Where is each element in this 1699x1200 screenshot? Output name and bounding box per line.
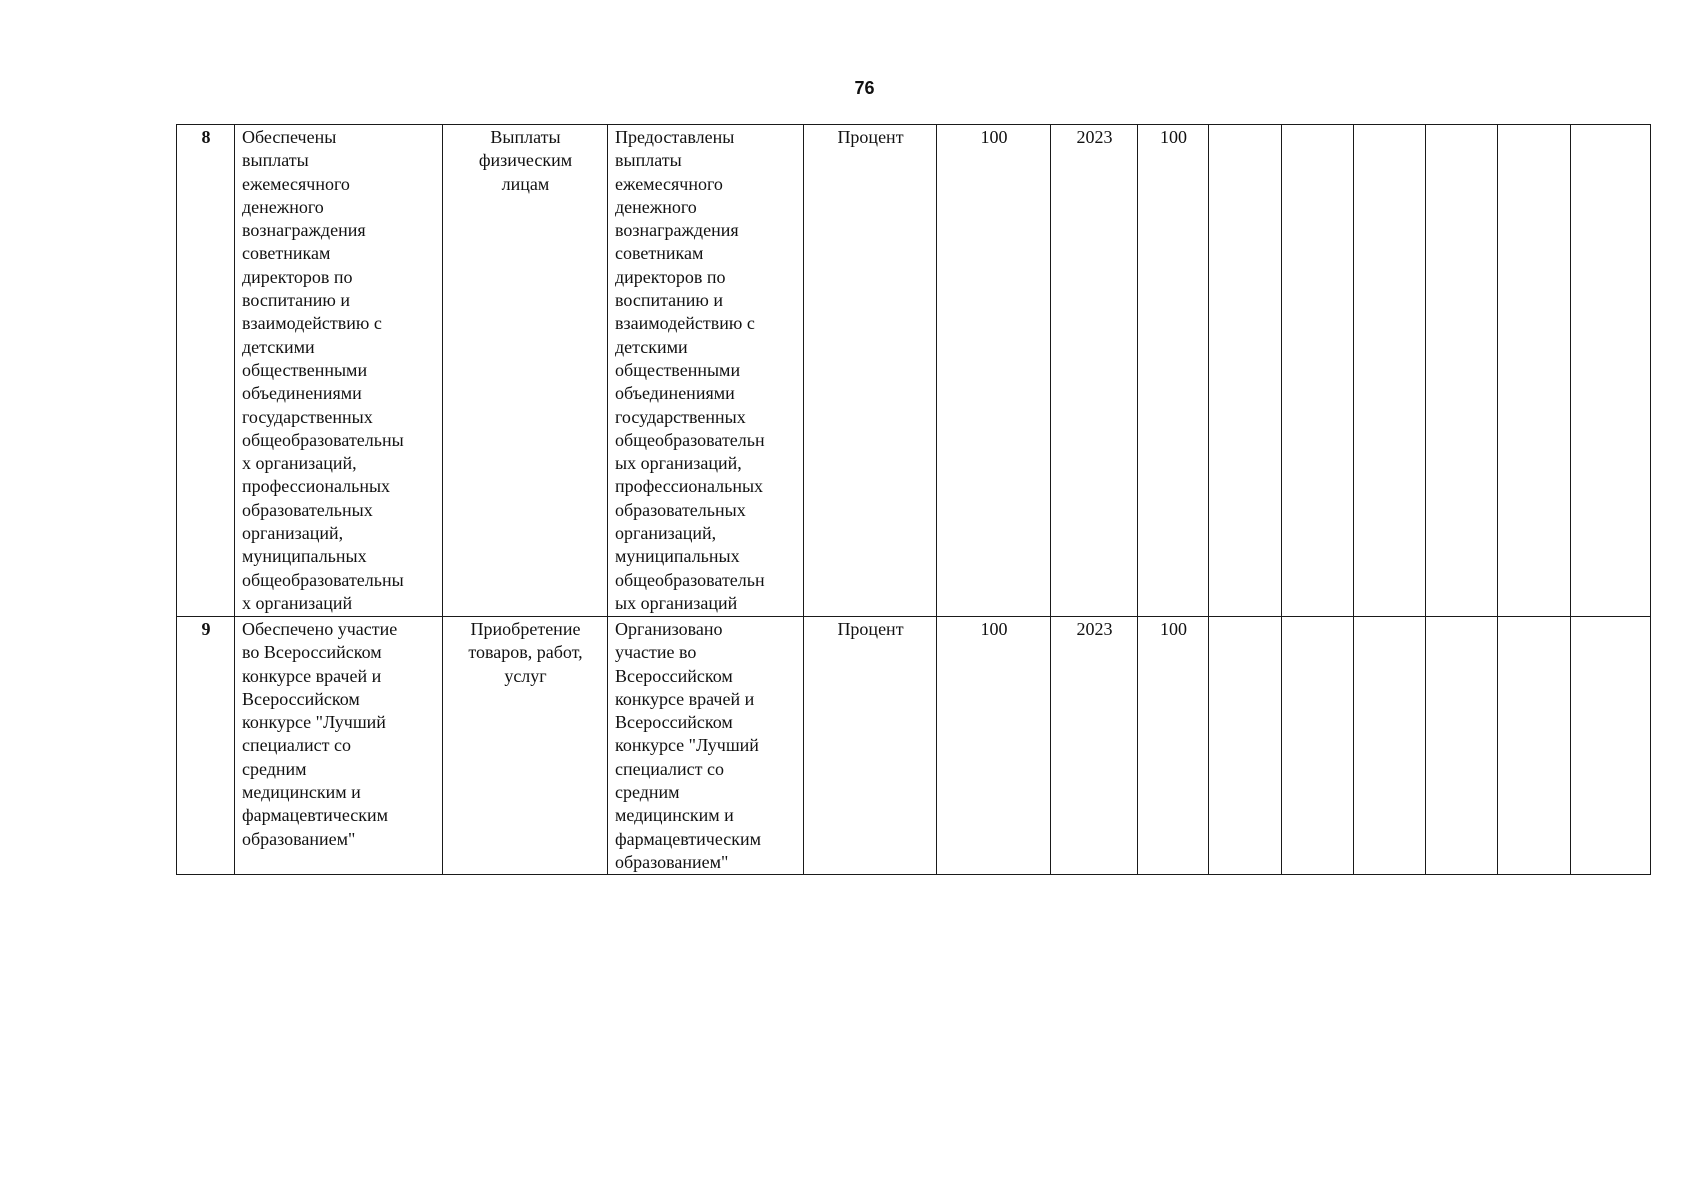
base-value-cell: 100 — [937, 125, 1051, 617]
empty-cell — [1498, 617, 1571, 875]
type-cell: Выплаты физическим лицам — [443, 125, 608, 617]
base-value-cell: 100 — [937, 617, 1051, 875]
base-year-cell: 2023 — [1051, 617, 1138, 875]
page-number: 76 — [854, 78, 875, 98]
unit-cell: Процент — [804, 617, 937, 875]
unit-cell: Процент — [804, 125, 937, 617]
row-index-cell: 8 — [177, 125, 235, 617]
base-year-cell: 2023 — [1051, 125, 1138, 617]
result-name-cell: Обеспечены выплаты ежемесячного денежного вознаграждения советникам директоров по воспитанию и взаимодействию с детскими общественными объединениями государственных общеобразовательны х организаций, профессиональных образовательных организаций, муниципальных общеобразовательны х организаций — [235, 125, 443, 617]
empty-cell — [1282, 125, 1354, 617]
target-value-cell: 100 — [1138, 125, 1209, 617]
table-row — [177, 617, 1651, 875]
empty-cell — [1426, 617, 1498, 875]
row-index-cell: 9 — [177, 617, 235, 875]
empty-cell — [1282, 617, 1354, 875]
result-name-cell: Обеспечено участие во Всероссийском конкурсе врачей и Всероссийском конкурсе "Лучший специалист со средним медицинским и фармацевтическим образованием" — [235, 617, 443, 875]
empty-cell — [1354, 617, 1426, 875]
table-row — [177, 125, 1651, 617]
empty-cell — [1571, 617, 1651, 875]
empty-cell — [1209, 617, 1282, 875]
target-value-cell: 100 — [1138, 617, 1209, 875]
empty-cell — [1209, 125, 1282, 617]
empty-cell — [1354, 125, 1426, 617]
type-cell: Приобретение товаров, работ, услуг — [443, 617, 608, 875]
empty-cell — [1498, 125, 1571, 617]
empty-cell — [1426, 125, 1498, 617]
characteristic-cell: Предоставлены выплаты ежемесячного денежного вознаграждения советникам директоров по воспитанию и взаимодействию с детскими общественными объединениями государственных общеобразовательн ых организаций, профессиональных образовательных организаций, муниципальных общеобразовательн ых организаций — [608, 125, 804, 617]
results-table — [176, 124, 1651, 875]
empty-cell — [1571, 125, 1651, 617]
characteristic-cell: Организовано участие во Всероссийском конкурсе врачей и Всероссийском конкурсе "Лучший специалист со средним медицинским и фармацевтическим образованием" — [608, 617, 804, 875]
